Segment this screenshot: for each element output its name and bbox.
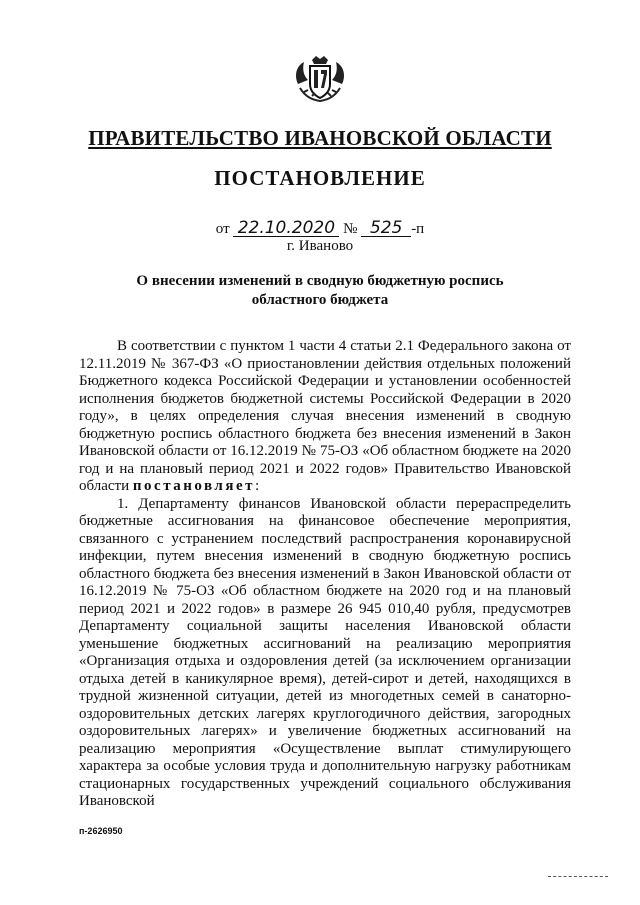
number-suffix: -п bbox=[411, 221, 425, 237]
document-number: 525 bbox=[361, 220, 411, 237]
scan-mark bbox=[548, 876, 608, 877]
date-number-line bbox=[0, 220, 640, 238]
number-label: № bbox=[343, 221, 358, 237]
coat-of-arms-icon bbox=[290, 54, 350, 104]
city: г. Иваново bbox=[286, 238, 354, 254]
document-date: 22.10.2020 bbox=[233, 220, 339, 237]
paragraph-preamble: В соответствии с пунктом 1 части 4 статьи 2.1 Федерального закона от 12.11.2019 № 367-ФЗ «О приостановлении действия отдельных положений Бюджетного кодекса Российской Федерации и установлении особенностей исполнения бюджетов бюджетной системы Российской Федерации в 2020 году», в целях определения случая внесения изменений в сводную бюджетную роспись областного бюджета без внесения изменений в Закон Ивановской области от 16.12.2019 № 75-ОЗ «Об областном бюджете на 2020 год и на плановый период 2021 и 2022 годов» Правительство Ивановской области постановляет: bbox=[79, 338, 571, 494]
document-body bbox=[79, 338, 571, 811]
from-label: от bbox=[215, 221, 230, 237]
paragraph-item-1: 1. Департаменту финансов Ивановской области перераспределить бюджетные ассигнования на финансовое обеспечение мероприятия, связанного с устранением последствий распространения коронавирусной инфекции, путем внесения изменений в сводную бюджетную роспись областного бюджета без внесения изменений в Закон Ивановской области от 16.12.2019 № 75-ОЗ «Об областном бюджете на 2020 год и на плановый период 2021 и 2022 годов» в размере 26 945 010,40 рубля, предусмотрев Департаменту социальной защиты населения Ивановской области уменьшение бюджетных ассигнований на реализацию мероприятия «Организация отдыха и оздоровления детей (за исключением организации отдыха детей в каникулярное время), детей-сирот и детей, находящихся в трудной жизненной ситуации, детей из многодетных семей в санаторно-оздоровительных детских лагерях круглогодичного действия, загородных оздоровительных лагерях» и увеличение бюджетных ассигнований на реализацию мероприятия «Осуществление выплат стимулирующего характера за особые условия труда и дополнительную нагрузку работникам стационарных государственных учреждений социального обслуживания Ивановской bbox=[79, 495, 571, 809]
document-type: ПОСТАНОВЛЕНИЕ bbox=[214, 166, 426, 190]
government-title: ПРАВИТЕЛЬСТВО ИВАНОВСКОЙ ОБЛАСТИ bbox=[88, 126, 552, 150]
decree-word: постановляет bbox=[132, 478, 255, 494]
document-code: п-2626950 bbox=[79, 826, 123, 836]
document-subject: О внесении изменений в сводную бюджетную роспись областного бюджета bbox=[136, 273, 504, 308]
